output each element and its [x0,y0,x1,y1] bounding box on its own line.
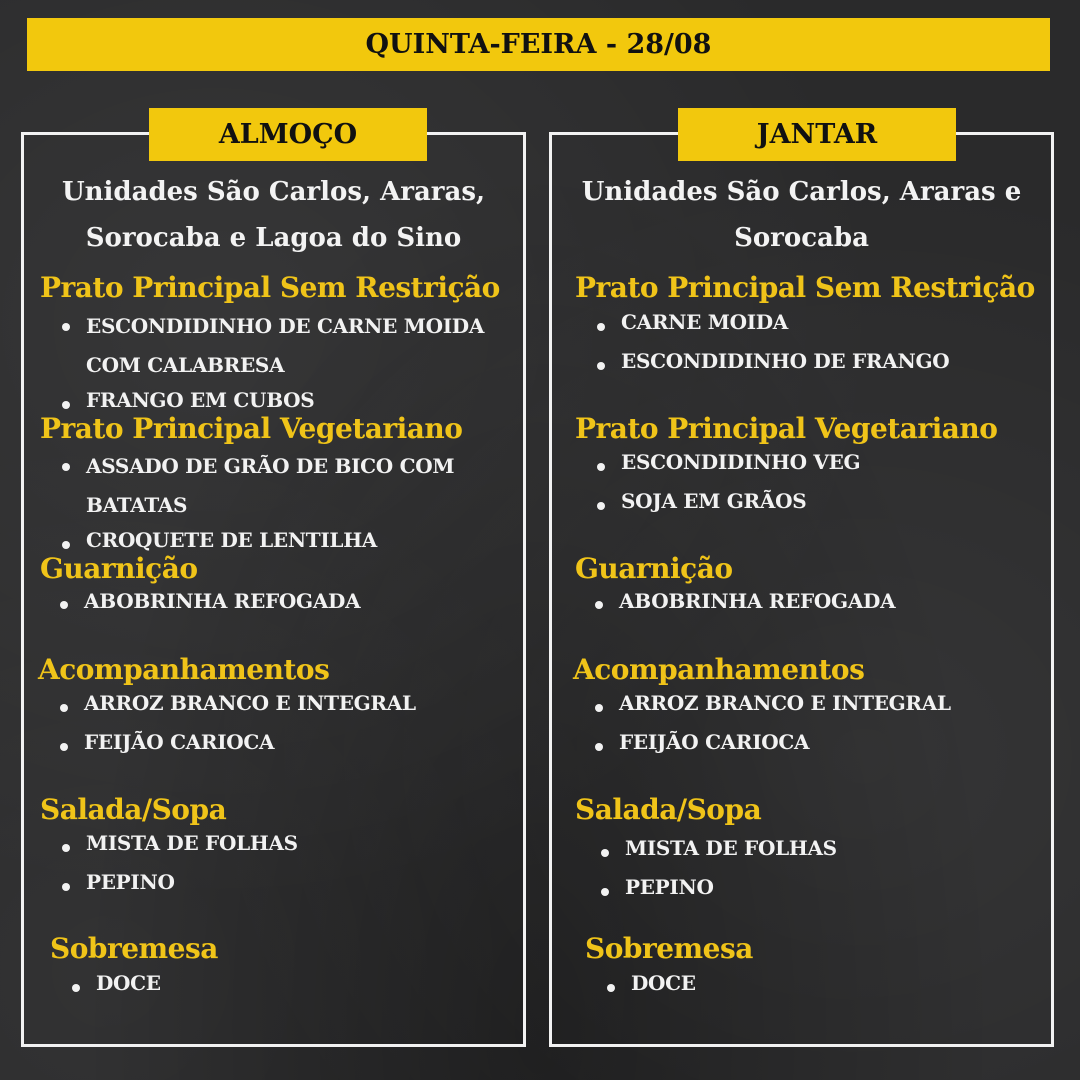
lunch-item: ESCONDIDINHO DE CARNE MOIDA COM CALABRESA [86,314,485,377]
dinner-item: ABOBRINHA REFOGADA [619,589,896,613]
bullet-icon [597,362,605,370]
lunch-label-banner [149,108,427,161]
bullet-icon [597,323,605,331]
bullet-icon [60,743,68,751]
dinner-item: ESCONDIDINHO DE FRANGO [621,349,950,373]
lunch-item: CROQUETE DE LENTILHA [86,528,378,552]
dinner-item: DOCE [631,971,696,995]
dinner-label-banner [678,108,956,161]
lunch-section-title: Guarnição [40,552,198,585]
dinner-section-title: Prato Principal Vegetariano [575,412,998,445]
lunch-item: ABOBRINHA REFOGADA [84,589,361,613]
dinner-section-title: Salada/Sopa [575,793,762,826]
dinner-units-line-1: Unidades São Carlos, Araras e [581,177,1022,207]
dinner-section-title: Sobremesa [585,932,753,965]
bullet-icon [62,401,70,409]
day-title-banner [27,18,1050,71]
bullet-icon [62,883,70,891]
dinner-item: ESCONDIDINHO VEG [621,450,861,474]
bullet-icon [595,704,603,712]
bullet-icon [595,601,603,609]
dinner-section-title: Guarnição [575,552,733,585]
lunch-item: PEPINO [86,870,175,894]
dinner-item: ARROZ BRANCO E INTEGRAL [619,691,951,715]
lunch-section-title: Prato Principal Vegetariano [40,412,463,445]
bullet-icon [62,323,70,331]
lunch-units-line-1: Unidades São Carlos, Araras, [61,177,486,207]
dinner-item: PEPINO [625,875,714,899]
lunch-item: ARROZ BRANCO E INTEGRAL [84,691,416,715]
lunch-section-title: Salada/Sopa [40,793,227,826]
dinner-item: FEIJÃO CARIOCA [619,730,810,754]
bullet-icon [62,463,70,471]
lunch-label: ALMOÇO [218,119,358,150]
dinner-units-line-2: Sorocaba [734,223,869,253]
lunch-item: MISTA DE FOLHAS [86,831,298,855]
lunch-section-title: Acompanhamentos [38,653,330,686]
bullet-icon [60,704,68,712]
dinner-item: CARNE MOIDA [621,310,789,334]
bullet-icon [597,463,605,471]
dinner-panel [549,119,1054,1047]
bullet-icon [62,844,70,852]
bullet-icon [60,601,68,609]
bullet-icon [62,541,70,549]
lunch-section-title: Sobremesa [50,932,218,965]
lunch-item: ASSADO DE GRÃO DE BICO COM BATATAS [86,454,455,517]
lunch-panel [21,119,526,1047]
bullet-icon [595,743,603,751]
dinner-label: JANTAR [756,119,878,150]
bullet-icon [607,984,615,992]
bullet-icon [601,888,609,896]
day-title: QUINTA-FEIRA - 28/08 [365,29,712,60]
bullet-icon [72,984,80,992]
dinner-item: MISTA DE FOLHAS [625,836,837,860]
lunch-item: FEIJÃO CARIOCA [84,730,275,754]
lunch-units [24,169,523,261]
dinner-section-title: Prato Principal Sem Restrição [575,271,1035,304]
dinner-units [552,169,1051,261]
bullet-icon [597,502,605,510]
bullet-icon [601,849,609,857]
dinner-section-title: Acompanhamentos [573,653,865,686]
dinner-item: SOJA EM GRÃOS [621,489,807,513]
lunch-item: FRANGO EM CUBOS [86,388,315,412]
lunch-units-line-2: Sorocaba e Lagoa do Sino [85,223,462,253]
lunch-item: DOCE [96,971,161,995]
lunch-section-title: Prato Principal Sem Restrição [40,271,500,304]
